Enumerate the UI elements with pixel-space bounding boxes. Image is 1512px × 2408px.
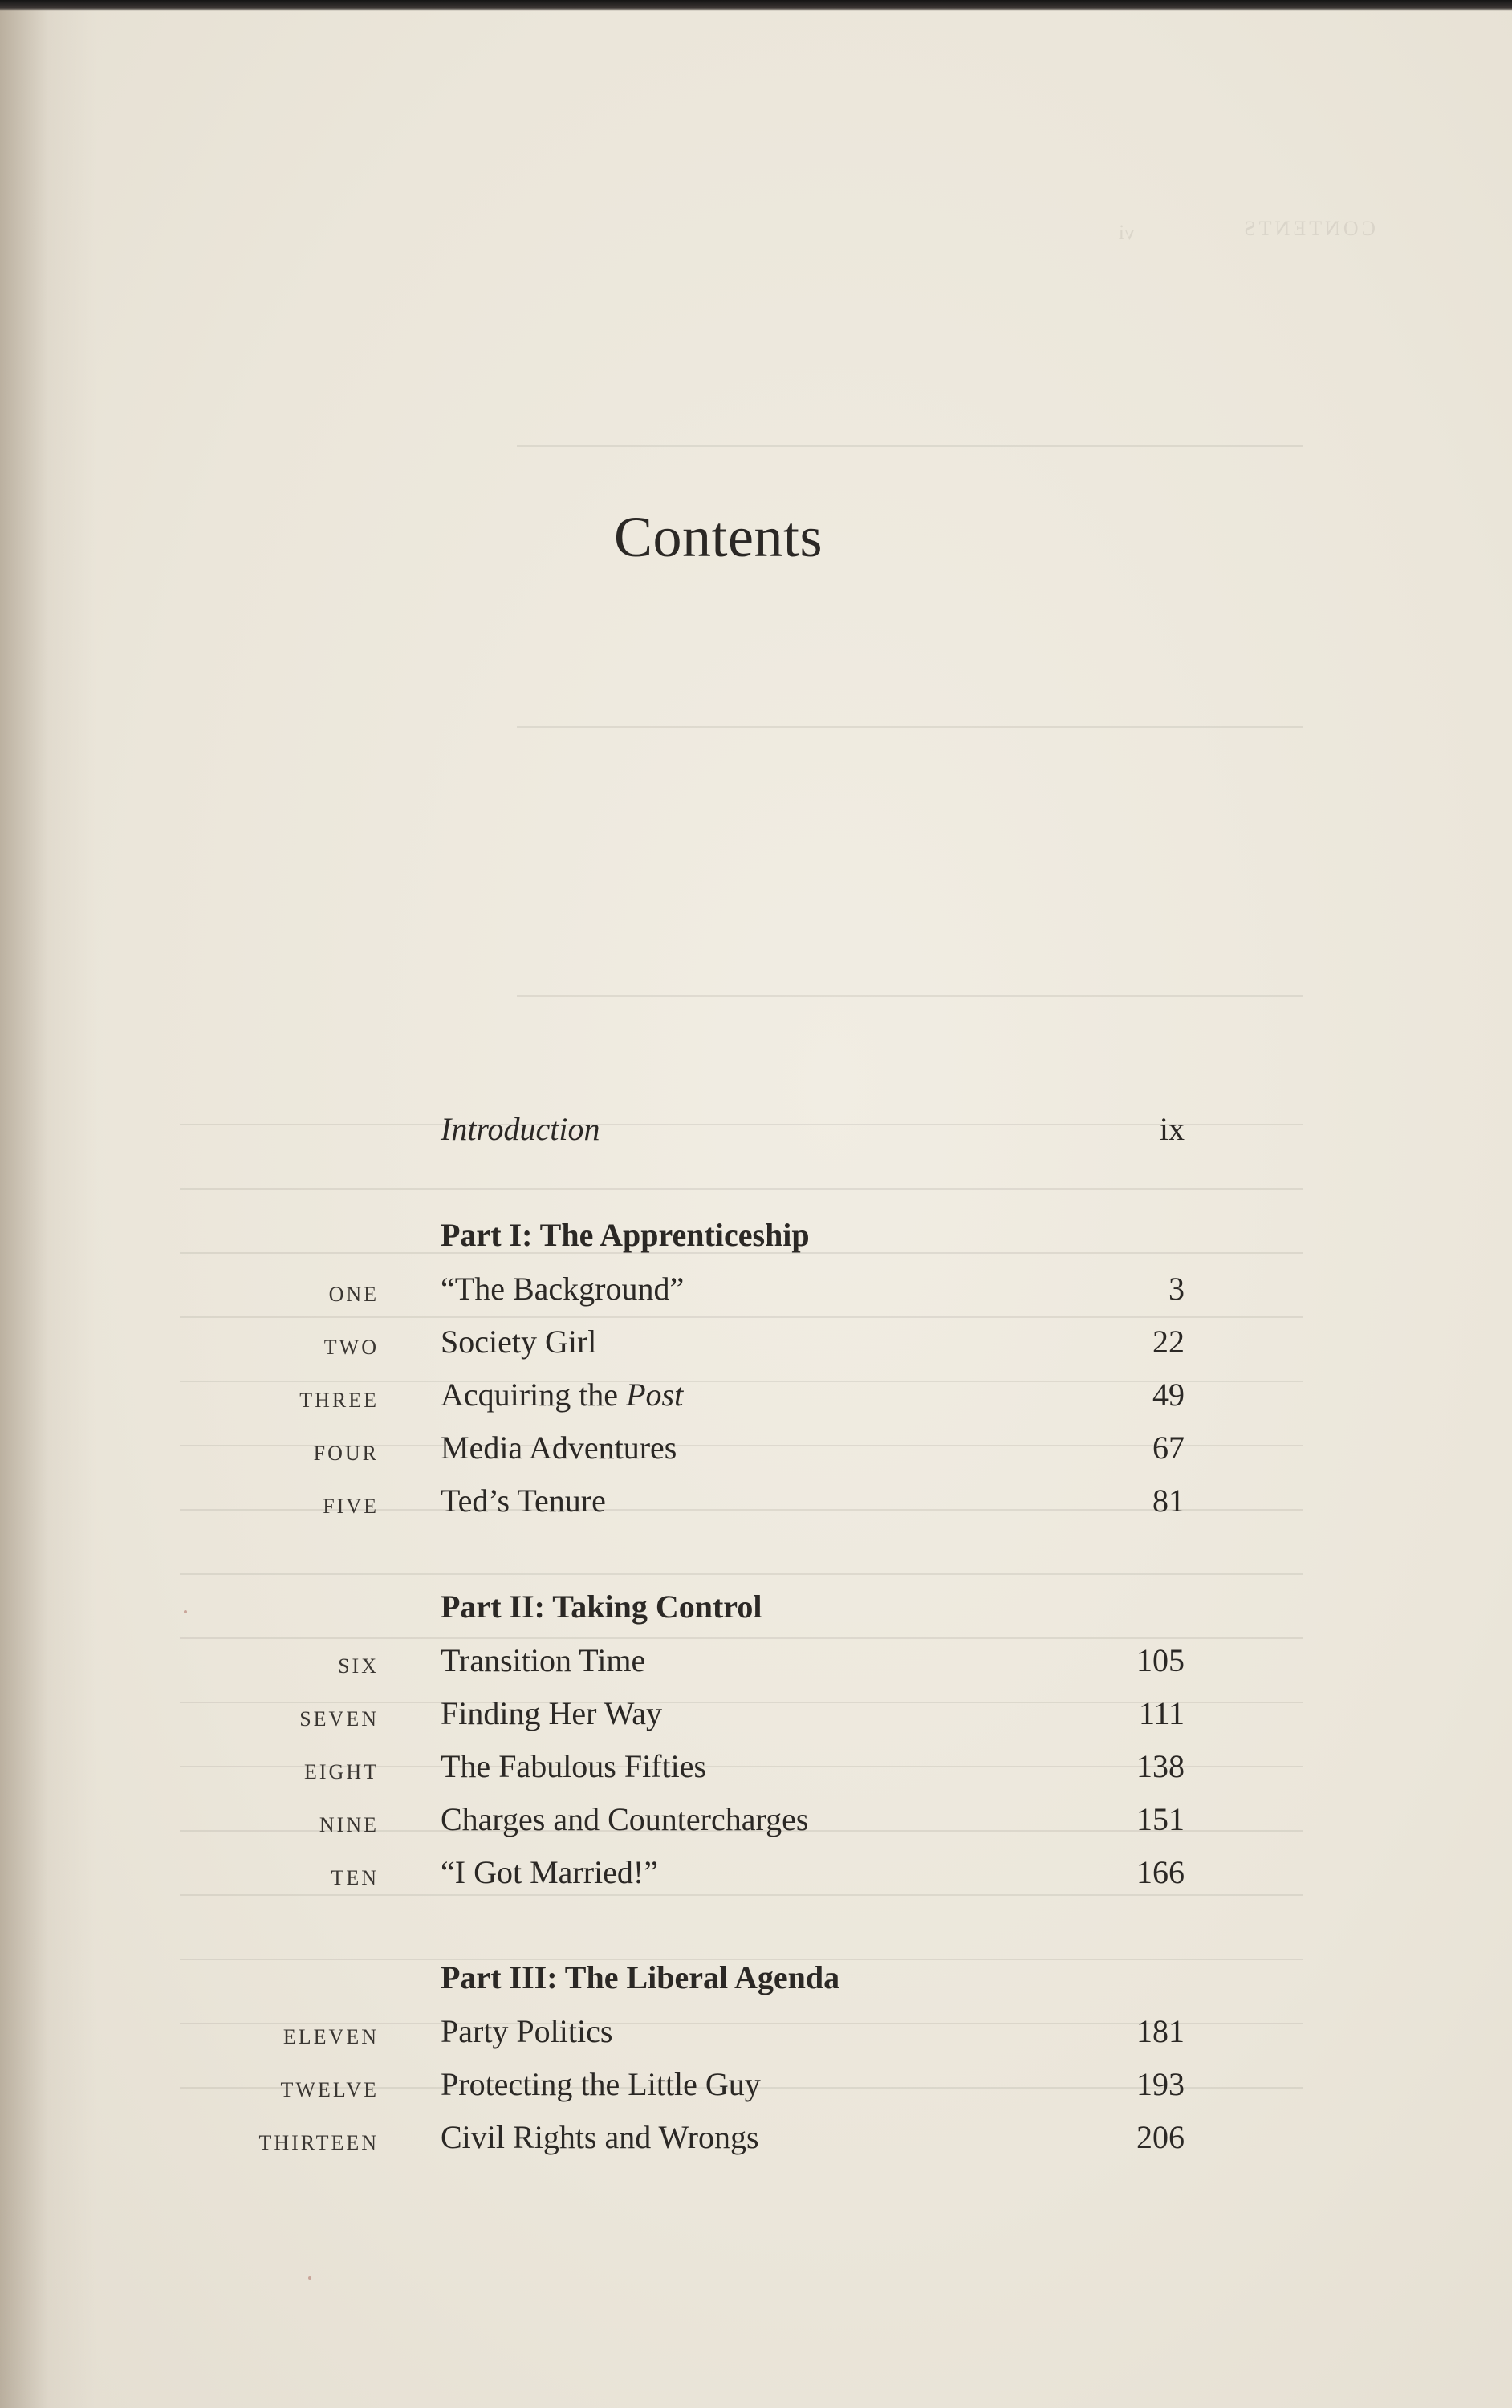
- chapter-number: FIVE: [323, 1495, 379, 1518]
- chapter-title: Party Politics: [441, 2013, 613, 2049]
- chapter-number: TEN: [331, 1866, 379, 1889]
- chapter-page: 49: [1152, 1377, 1185, 1413]
- chapter-page: 22: [1152, 1324, 1185, 1360]
- chapter-title: Ted’s Tenure: [441, 1483, 606, 1519]
- page-title: Contents: [613, 505, 823, 569]
- chapter-title: Media Adventures: [441, 1430, 677, 1466]
- toc-chapter-row[interactable]: [0, 1323, 1512, 1371]
- part-heading: Part I: The Apprenticeship: [441, 1217, 810, 1253]
- toc-chapter-row[interactable]: [0, 1747, 1512, 1796]
- chapter-page: 193: [1136, 2066, 1185, 2102]
- toc-chapter-row[interactable]: [0, 1482, 1512, 1530]
- chapter-page: 81: [1152, 1483, 1185, 1519]
- chapter-title: Protecting the Little Guy: [441, 2066, 761, 2102]
- toc-chapter-row[interactable]: [0, 1641, 1512, 1690]
- part-heading: Part II: Taking Control: [441, 1588, 762, 1625]
- introduction-page: ix: [1159, 1111, 1185, 1147]
- chapter-number: TWELVE: [280, 2078, 379, 2101]
- chapter-page: 166: [1136, 1854, 1185, 1890]
- part-heading: Part III: The Liberal Agenda: [441, 1959, 840, 1995]
- paper-speck: [308, 2276, 311, 2280]
- introduction-label: Introduction: [441, 1111, 600, 1147]
- chapter-number: SEVEN: [299, 1707, 379, 1731]
- chapter-page: 3: [1169, 1271, 1185, 1307]
- toc-chapter-row[interactable]: [0, 1429, 1512, 1477]
- chapter-page: 105: [1136, 1642, 1185, 1678]
- chapter-number: THIRTEEN: [258, 2131, 379, 2154]
- chapter-page: 181: [1136, 2013, 1185, 2049]
- chapter-title: Charges and Countercharges: [441, 1801, 809, 1837]
- chapter-page: 111: [1138, 1695, 1185, 1731]
- chapter-title-italic: Post: [626, 1377, 684, 1413]
- chapter-number: EIGHT: [304, 1760, 379, 1784]
- chapter-title: “The Background”: [441, 1271, 685, 1307]
- chapter-number: FOUR: [313, 1442, 379, 1465]
- toc-chapter-row[interactable]: [0, 1694, 1512, 1743]
- show-through-reverse-page: CONTENTS vi: [0, 0, 1512, 2408]
- paper-speck: [184, 1610, 187, 1613]
- toc-chapter-row[interactable]: [0, 1270, 1512, 1318]
- chapter-title: Society Girl: [441, 1324, 597, 1360]
- chapter-number: NINE: [319, 1813, 379, 1837]
- toc-chapter-row[interactable]: [0, 2065, 1512, 2113]
- toc-chapter-row[interactable]: [0, 1376, 1512, 1424]
- chapter-number: TWO: [323, 1336, 379, 1359]
- chapter-title: Finding Her Way: [441, 1695, 663, 1731]
- chapter-page: 67: [1152, 1430, 1185, 1466]
- toc-introduction[interactable]: [0, 1110, 1512, 1158]
- chapter-page: 138: [1136, 1748, 1185, 1784]
- toc-chapter-row[interactable]: [0, 2012, 1512, 2060]
- chapter-number: ELEVEN: [282, 2025, 379, 2048]
- chapter-title-prefix: Acquiring the: [441, 1377, 627, 1413]
- toc-chapter-row[interactable]: [0, 1800, 1512, 1849]
- chapter-title: The Fabulous Fifties: [441, 1748, 707, 1784]
- chapter-title: “I Got Married!”: [441, 1854, 658, 1890]
- chapter-title: [441, 1376, 683, 1413]
- chapter-number: ONE: [328, 1283, 379, 1306]
- chapter-number: THREE: [299, 1389, 379, 1412]
- chapter-page: 151: [1136, 1801, 1185, 1837]
- chapter-title: Civil Rights and Wrongs: [441, 2119, 759, 2155]
- chapter-title: Transition Time: [441, 1642, 646, 1678]
- toc-chapter-row[interactable]: [0, 2118, 1512, 2166]
- chapter-page: 206: [1136, 2119, 1185, 2155]
- chapter-number: SIX: [338, 1654, 379, 1678]
- toc-chapter-row[interactable]: [0, 1853, 1512, 1902]
